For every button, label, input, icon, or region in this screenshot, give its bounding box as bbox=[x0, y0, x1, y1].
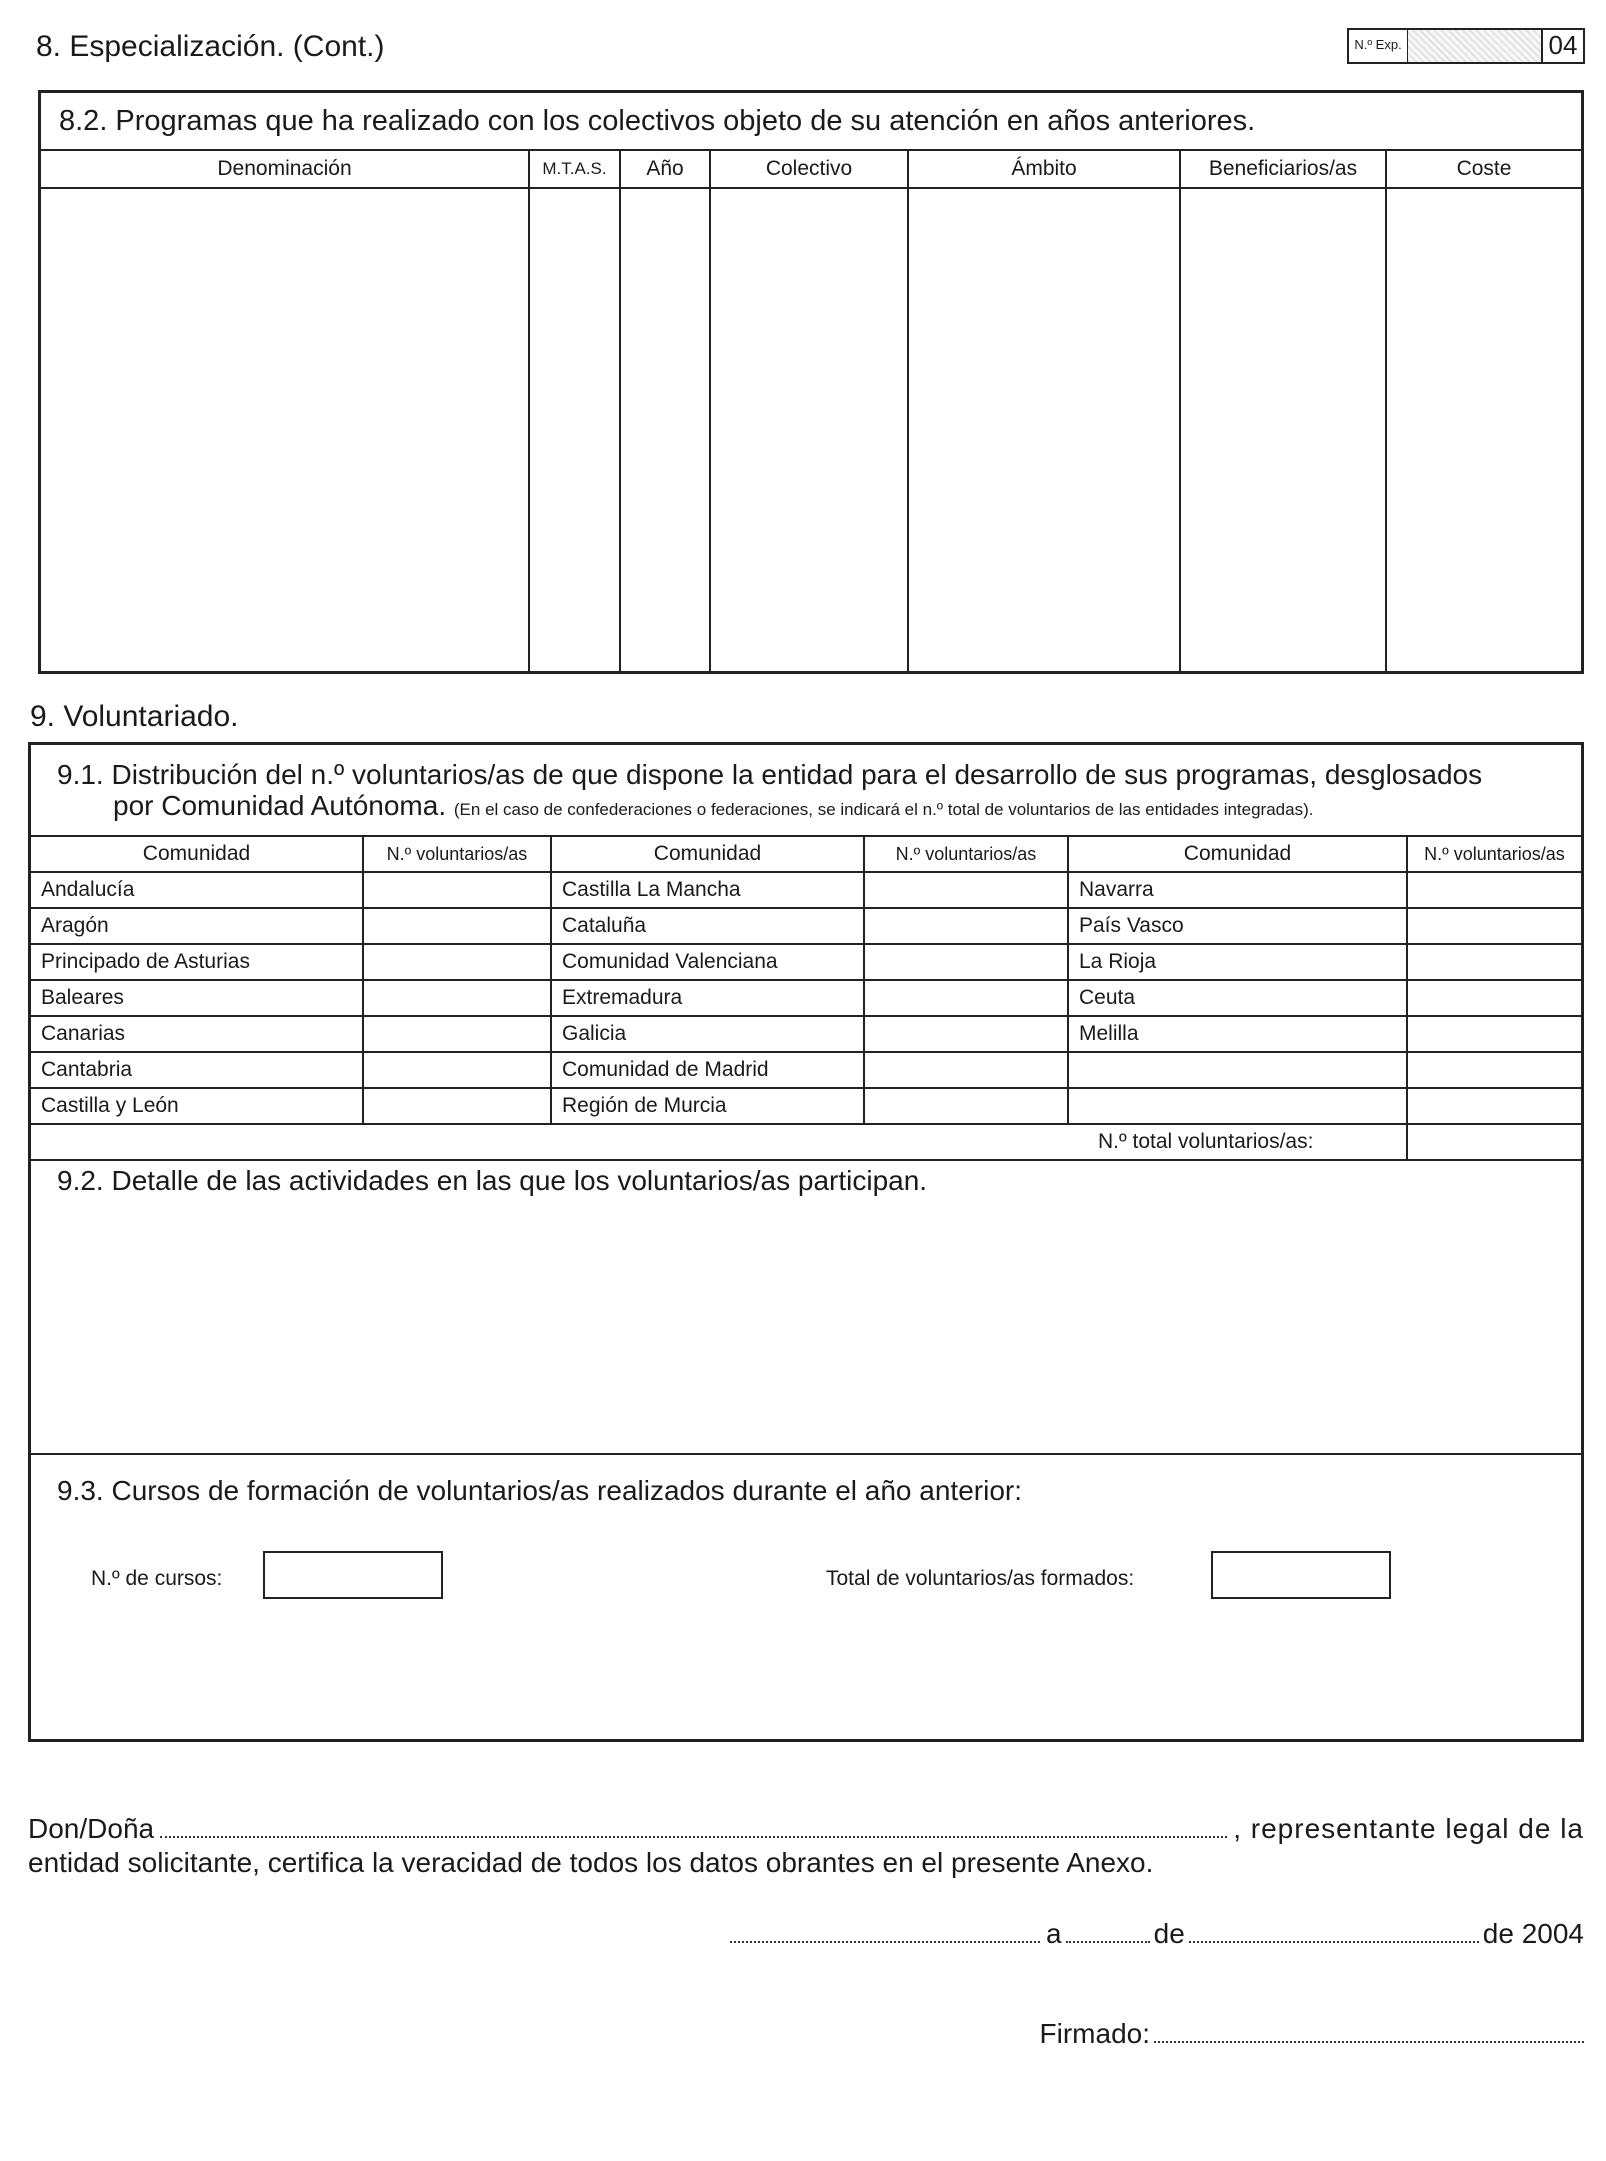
region-name: Comunidad Valenciana bbox=[551, 944, 864, 980]
exp-number-field[interactable] bbox=[1408, 30, 1543, 62]
cursos-input[interactable] bbox=[263, 1551, 443, 1599]
volunteer-count-cell[interactable] bbox=[864, 1088, 1068, 1124]
region-name: Navarra bbox=[1068, 872, 1407, 908]
region-name: Cantabria bbox=[31, 1052, 363, 1088]
total-volunteers-cell[interactable] bbox=[1407, 1124, 1581, 1160]
region-name: La Rioja bbox=[1068, 944, 1407, 980]
region-name: Comunidad de Madrid bbox=[551, 1052, 864, 1088]
signature-line bbox=[1040, 2018, 1584, 2050]
exp-label: N.º Exp. bbox=[1349, 30, 1408, 62]
region-name: Aragón bbox=[31, 908, 363, 944]
table-row bbox=[31, 908, 1581, 944]
volunteer-count-cell[interactable] bbox=[864, 944, 1068, 980]
region-name: Castilla y León bbox=[31, 1088, 363, 1124]
section-82-title: 8.2. Programas que ha realizado con los colectivos objeto de su atención en años anteriores. bbox=[59, 105, 1256, 137]
volunteer-count-cell[interactable] bbox=[363, 1052, 551, 1088]
volunteer-count-cell[interactable] bbox=[1407, 908, 1581, 944]
col-beneficiarios: Beneficiarios/as bbox=[1180, 150, 1386, 188]
volunteer-count-cell[interactable] bbox=[864, 872, 1068, 908]
volunteer-count-cell[interactable] bbox=[363, 944, 551, 980]
table-row bbox=[31, 1052, 1581, 1088]
cell-ano[interactable] bbox=[620, 188, 710, 671]
table-row bbox=[31, 1088, 1581, 1124]
table-row bbox=[31, 944, 1581, 980]
region-name: Extremadura bbox=[551, 980, 864, 1016]
region-name: Andalucía bbox=[31, 872, 363, 908]
volunteer-count-cell[interactable] bbox=[864, 1016, 1068, 1052]
region-name bbox=[1068, 1052, 1407, 1088]
col-coste: Coste bbox=[1386, 150, 1581, 188]
region-name: Región de Murcia bbox=[551, 1088, 864, 1124]
volunteer-count-cell[interactable] bbox=[1407, 1052, 1581, 1088]
section-91-note: (En el caso de confederaciones o federaciones, se indicará el n.º total de voluntarios de las entidades integradas). bbox=[453, 800, 1314, 819]
col-voluntarios-1: N.º voluntarios/as bbox=[363, 836, 551, 872]
cell-colectivo[interactable] bbox=[710, 188, 908, 671]
certification-line2: entidad solicitante, certifica la veracidad de todos los datos obrantes en el presente Anexo. bbox=[28, 1847, 1154, 1878]
region-name: Baleares bbox=[31, 980, 363, 1016]
volunteer-count-cell[interactable] bbox=[1407, 1088, 1581, 1124]
day-field[interactable] bbox=[1066, 1921, 1150, 1943]
region-name: Cataluña bbox=[551, 908, 864, 944]
section-93-title: 9.3. Cursos de formación de voluntarios/as realizados durante el año anterior: bbox=[57, 1475, 1022, 1506]
region-name bbox=[1068, 1088, 1407, 1124]
col-ambito: Ámbito bbox=[908, 150, 1180, 188]
volunteer-count-cell[interactable] bbox=[864, 1052, 1068, 1088]
signature-field[interactable] bbox=[1154, 2021, 1584, 2043]
programs-section bbox=[38, 90, 1584, 674]
a-label: a bbox=[1046, 1918, 1062, 1949]
activities-detail-area[interactable] bbox=[41, 1215, 1561, 1443]
cell-denominacion[interactable] bbox=[41, 188, 529, 671]
col-ano: Año bbox=[620, 150, 710, 188]
total-row bbox=[31, 1124, 1581, 1160]
formados-input[interactable] bbox=[1211, 1551, 1391, 1599]
region-name: Melilla bbox=[1068, 1016, 1407, 1052]
col-denominacion: Denominación bbox=[41, 150, 529, 188]
volunteer-count-cell[interactable] bbox=[1407, 872, 1581, 908]
de-label: de bbox=[1153, 1918, 1185, 1949]
col-comunidad-3: Comunidad bbox=[1068, 836, 1407, 872]
volunteer-count-cell[interactable] bbox=[363, 1088, 551, 1124]
don-dona-label: Don/Doña bbox=[28, 1813, 155, 1844]
region-name: Ceuta bbox=[1068, 980, 1407, 1016]
region-name: Canarias bbox=[31, 1016, 363, 1052]
table-row bbox=[31, 872, 1581, 908]
section-91-line1: 9.1. Distribución del n.º voluntarios/as de que dispone la entidad para el desarrollo de sus programas, desglosados bbox=[57, 759, 1483, 790]
cell-ambito[interactable] bbox=[908, 188, 1180, 671]
representante-text: , representante legal de la bbox=[1233, 1813, 1584, 1844]
section-91-title bbox=[57, 759, 1567, 825]
cell-coste[interactable] bbox=[1386, 188, 1581, 671]
total-volunteers-label: N.º total voluntarios/as: bbox=[1068, 1124, 1407, 1160]
volunteer-count-cell[interactable] bbox=[363, 908, 551, 944]
col-colectivo: Colectivo bbox=[710, 150, 908, 188]
formados-label: Total de voluntarios/as formados: bbox=[826, 1567, 1135, 1590]
table-row bbox=[31, 1016, 1581, 1052]
volunteer-count-cell[interactable] bbox=[1407, 980, 1581, 1016]
volunteer-count-cell[interactable] bbox=[363, 980, 551, 1016]
col-comunidad-1: Comunidad bbox=[31, 836, 363, 872]
firmado-label: Firmado: bbox=[1039, 2018, 1150, 2049]
year-label: de 2004 bbox=[1482, 1918, 1584, 1949]
cell-mtas[interactable] bbox=[529, 188, 620, 671]
place-field[interactable] bbox=[730, 1921, 1040, 1943]
cursos-label: N.º de cursos: bbox=[91, 1567, 223, 1590]
exp-sheet-number: 04 bbox=[1548, 30, 1578, 60]
region-name: Galicia bbox=[551, 1016, 864, 1052]
col-mtas: M.T.A.S. bbox=[529, 150, 620, 188]
col-voluntarios-3: N.º voluntarios/as bbox=[1407, 836, 1581, 872]
volunteering-section bbox=[28, 742, 1584, 1742]
section-9-title: 9. Voluntariado. bbox=[30, 700, 239, 733]
section-92-title: 9.2. Detalle de las actividades en las que los voluntarios/as participan. bbox=[57, 1165, 928, 1196]
expediente-box bbox=[1347, 28, 1585, 64]
month-field[interactable] bbox=[1189, 1921, 1479, 1943]
programs-table bbox=[41, 149, 1581, 671]
volunteers-by-region-table bbox=[31, 835, 1581, 1161]
date-line bbox=[730, 1918, 1584, 1950]
region-name: País Vasco bbox=[1068, 908, 1407, 944]
cell-beneficiarios[interactable] bbox=[1180, 188, 1386, 671]
volunteer-count-cell[interactable] bbox=[363, 872, 551, 908]
section-91-line2: por Comunidad Autónoma. bbox=[113, 790, 447, 821]
certification bbox=[28, 1812, 1584, 1880]
volunteer-count-cell[interactable] bbox=[864, 908, 1068, 944]
section-8-title: 8. Especialización. (Cont.) bbox=[36, 30, 385, 63]
name-field[interactable] bbox=[160, 1816, 1227, 1838]
section-divider bbox=[31, 1453, 1581, 1455]
region-name: Principado de Asturias bbox=[31, 944, 363, 980]
total-row-spacer bbox=[31, 1124, 1068, 1160]
region-name: Castilla La Mancha bbox=[551, 872, 864, 908]
volunteer-count-cell[interactable] bbox=[1407, 944, 1581, 980]
volunteer-count-cell[interactable] bbox=[1407, 1016, 1581, 1052]
volunteer-count-cell[interactable] bbox=[864, 980, 1068, 1016]
col-voluntarios-2: N.º voluntarios/as bbox=[864, 836, 1068, 872]
volunteer-count-cell[interactable] bbox=[363, 1016, 551, 1052]
col-comunidad-2: Comunidad bbox=[551, 836, 864, 872]
table-row bbox=[31, 980, 1581, 1016]
